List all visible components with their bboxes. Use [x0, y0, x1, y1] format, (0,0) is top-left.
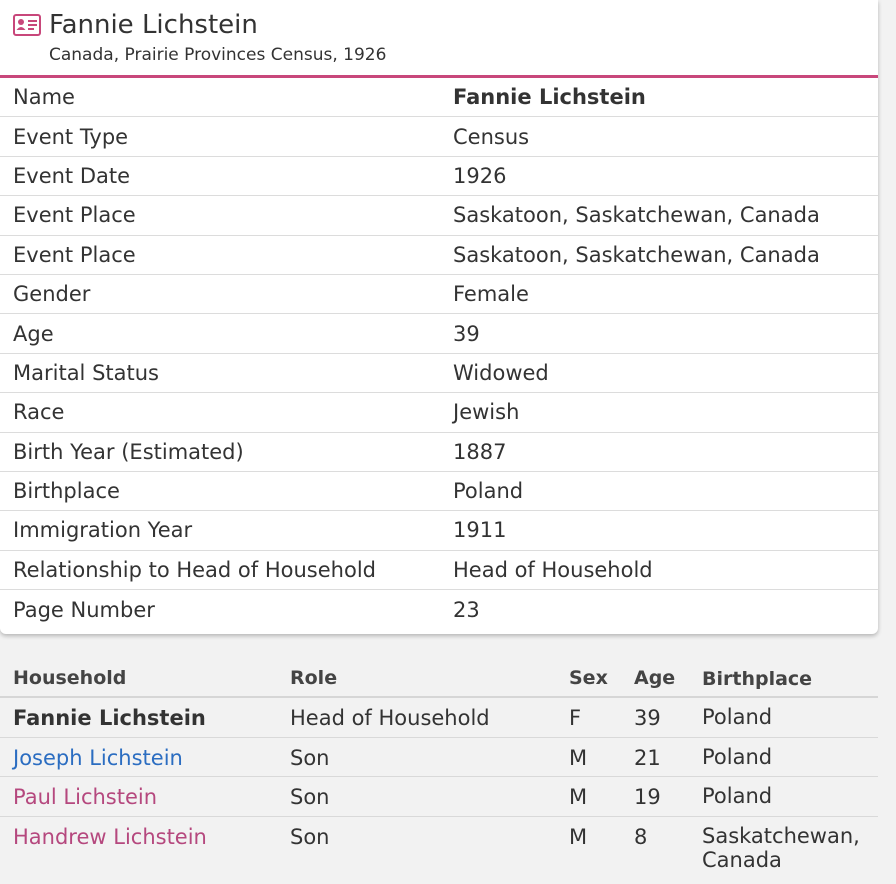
fact-row-age: [0, 314, 878, 353]
fact-label: Race: [13, 400, 65, 425]
record-title: Fannie Lichstein: [49, 10, 258, 40]
fact-value: Fannie Lichstein: [453, 85, 646, 110]
birthplace-column-header: Birthplace: [702, 668, 813, 690]
household-row: [0, 817, 878, 877]
fact-label: Event Date: [13, 163, 131, 188]
fact-row-event-date: [0, 157, 878, 196]
member-age: 19: [634, 785, 661, 809]
member-name-link[interactable]: Handrew Lichstein: [13, 824, 207, 849]
household-row: [0, 738, 878, 778]
fact-label: Birthplace: [13, 479, 120, 504]
fact-row-page-number: [0, 590, 878, 629]
member-birthplace: Poland: [702, 784, 773, 808]
fact-value: Poland: [453, 479, 524, 504]
fact-label: Immigration Year: [13, 518, 193, 543]
role-column-header: Role: [290, 667, 338, 689]
fact-label: Page Number: [13, 597, 155, 622]
fact-value: 1911: [453, 518, 507, 543]
household-row: [0, 777, 878, 817]
facts-table: [0, 78, 878, 629]
fact-label: Birth Year (Estimated): [13, 439, 244, 464]
member-name-link[interactable]: Joseph Lichstein: [13, 745, 183, 770]
fact-row-birth-year: [0, 433, 878, 472]
fact-row-race: [0, 393, 878, 432]
fact-value: 23: [453, 597, 480, 622]
fact-label: Event Place: [13, 203, 136, 228]
fact-value: Saskatoon, Saskatchewan, Canada: [453, 242, 820, 267]
record-card-icon: [13, 14, 41, 36]
record-collection: Canada, Prairie Provinces Census, 1926: [49, 45, 387, 65]
fact-value: Head of Household: [453, 557, 653, 582]
fact-label: Marital Status: [13, 360, 159, 385]
member-name: Fannie Lichstein: [13, 706, 206, 730]
fact-row-name: [0, 78, 878, 117]
member-birthplace-line: Saskatchewan,: [702, 823, 860, 848]
fact-row-event-type: [0, 117, 878, 156]
member-role: Son: [290, 785, 330, 809]
household-table: [0, 658, 878, 877]
fact-label: Event Type: [13, 124, 129, 149]
member-age: 8: [634, 824, 648, 849]
member-sex: F: [569, 706, 582, 730]
member-sex: M: [569, 745, 588, 770]
member-birthplace: [702, 824, 860, 872]
fact-label: Gender: [13, 282, 91, 307]
fact-row-gender: [0, 275, 878, 314]
household-header-row: [0, 658, 878, 698]
fact-row-event-place: [0, 196, 878, 235]
member-sex: M: [569, 785, 588, 809]
fact-label: Age: [13, 321, 54, 346]
fact-value: Census: [453, 124, 530, 149]
fact-value: 1887: [453, 439, 507, 464]
household-row: [0, 698, 878, 738]
fact-value: 1926: [453, 163, 507, 188]
member-birthplace: Poland: [702, 744, 773, 769]
member-name-link[interactable]: Paul Lichstein: [13, 785, 158, 809]
fact-label: Relationship to Head of Household: [13, 557, 376, 582]
fact-value: Jewish: [453, 400, 520, 425]
member-role: Son: [290, 824, 330, 849]
fact-row-relationship: [0, 551, 878, 590]
member-role: Son: [290, 745, 330, 770]
household-column-header: Household: [13, 667, 127, 689]
member-birthplace: Poland: [702, 705, 773, 729]
fact-label: Event Place: [13, 242, 136, 267]
record-header: [0, 0, 878, 78]
fact-label: Name: [13, 85, 75, 110]
fact-row-event-place: [0, 236, 878, 275]
member-age: 21: [634, 745, 661, 770]
member-age: 39: [634, 706, 661, 730]
fact-row-marital-status: [0, 354, 878, 393]
fact-row-birthplace: [0, 472, 878, 511]
fact-value: Female: [453, 282, 529, 307]
member-role: Head of Household: [290, 706, 490, 730]
sex-column-header: Sex: [569, 667, 608, 689]
fact-value: 39: [453, 321, 480, 346]
age-column-header: Age: [634, 667, 676, 689]
fact-row-immigration-year: [0, 511, 878, 550]
member-birthplace-line: Canada: [702, 847, 782, 872]
member-sex: M: [569, 824, 588, 849]
fact-value: Saskatoon, Saskatchewan, Canada: [453, 203, 820, 228]
fact-value: Widowed: [453, 360, 549, 385]
